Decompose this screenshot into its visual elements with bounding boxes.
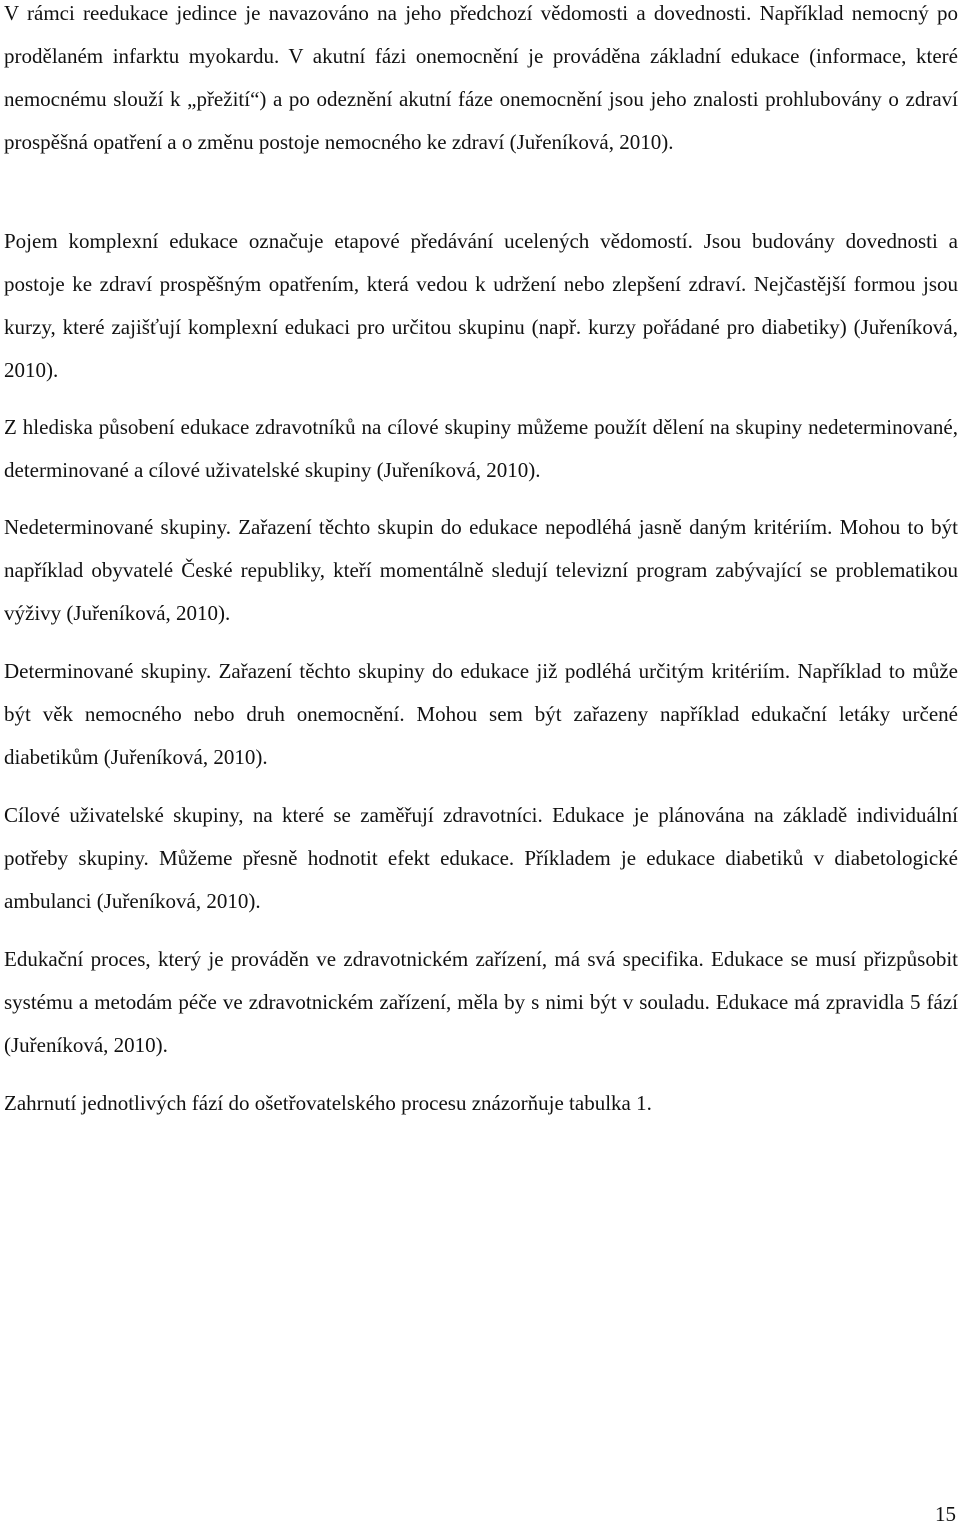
paragraph-education-process: Edukační proces, který je prováděn ve zdravotnickém zařízení, má svá specifika. Edukace se musí přizpůsobit systému a metodám péče ve zdravotnickém zařízení, měla by s nimi být v souladu. Edukace má zpravidla 5 fází (Juřeníková, 2010). xyxy=(4,947,958,1057)
paragraph-reeducation: V rámci reedukace jedince je navazováno na jeho předchozí vědomosti a dovednosti. Například nemocný po prodělaném infarktu myokardu. V akutní fázi onemocnění je prováděna základní edukace (informace, které nemocnému slouží k „přežití“) a po odeznění akutní fáze onemocnění jsou jeho znalosti prohlubovány o zdraví prospěšná opatření a o změnu postoje nemocného ke zdraví (Juřeníková, 2010). xyxy=(4,1,958,154)
paragraph-complex-education: Pojem komplexní edukace označuje etapové předávání ucelených vědomostí. Jsou budovány dovednosti a postoje ke zdraví prospěšným opatřením, která vedou k udržení nebo zlepšení zdraví. Nejčastější formou jsou kurzy, které zajišťují komplexní edukaci pro určitou skupinu (např. kurzy pořádané pro diabetiky) (Juřeníková, 2010). xyxy=(4,229,958,382)
paragraph-table-reference: Zahrnutí jednotlivých fází do ošetřovatelského procesu znázorňuje tabulka 1. xyxy=(4,1091,652,1115)
page-number: 15 xyxy=(935,1502,956,1526)
paragraph-user-groups: Cílové uživatelské skupiny, na které se zaměřují zdravotníci. Edukace je plánována na základě individuální potřeby skupiny. Můžeme přesně hodnotit efekt edukace. Příkladem je edukace diabetiků v diabetologické ambulanci (Juřeníková, 2010). xyxy=(4,803,958,913)
paragraph-undetermined-groups: Nedeterminované skupiny. Zařazení těchto skupin do edukace nepodléhá jasně daným kritériím. Mohou to být například obyvatelé České republiky, kteří momentálně sledují televizní program zabývající se problematikou výživy (Juřeníková, 2010). xyxy=(4,515,958,625)
paragraph-determined-groups: Determinované skupiny. Zařazení těchto skupiny do edukace již podléhá určitým kritériím. Například to může být věk nemocného nebo druh onemocnění. Mohou sem být zařazeny například edukační letáky určené diabetikům (Juřeníková, 2010). xyxy=(4,659,958,769)
paragraph-target-groups: Z hlediska působení edukace zdravotníků na cílové skupiny můžeme použít dělení na skupiny nedeterminované, determinované a cílové uživatelské skupiny (Juřeníková, 2010). xyxy=(4,415,958,482)
